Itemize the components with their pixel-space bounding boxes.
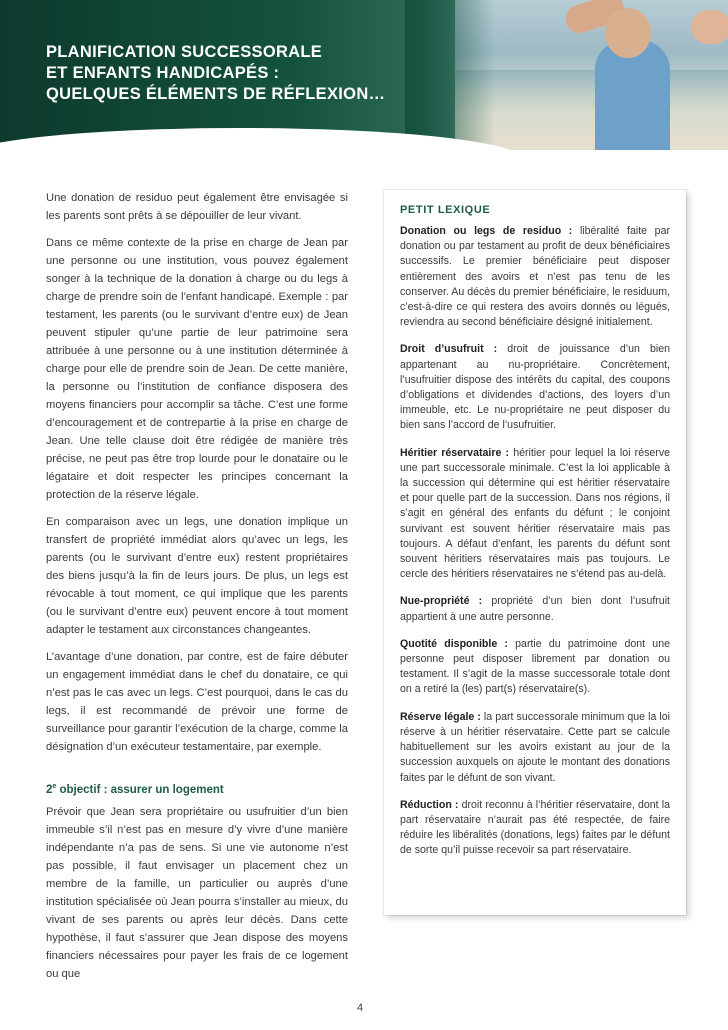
title-line: PLANIFICATION SUCCESSORALE (46, 43, 323, 61)
body-paragraph: En comparaison avec un legs, une donation implique un transfert de propriété immédiat alors qu’avec un legs, les parents (ou le survivant d’entre eux) restent propriétaires des biens jusqu’à la fin de leurs jours. De plus, un legs est révocable à tout moment, ce qui implique que les parents (ou le survivant d’entre eux) peuvent encore à tout moment adapter le testament aux circonstances changeantes. (46, 516, 348, 636)
section-number: 2 (46, 783, 53, 796)
glossary-title: PETIT LEXIQUE (400, 204, 491, 216)
glossary-definition: libéralité faite par donation ou par testament au profit de deux bénéficiaires successifs. Le premier bénéficiaire peut disposer entièrement des avoirs et n’est pas tenu de les conserver. Au décès du premier bénéficiaire, le residuum, c’est-à-dire ce qui restera des avoirs donnés ou légués, reviendra au second bénéficiaire désigné initialement. (400, 225, 670, 329)
glossary-definition: la part successorale minimum que la loi réserve à un héritier réservataire. Cette part se calcule habituellement sur les avoirs existant au jour de la succession auxquels on ajoute le montant des donations faites par le défunt de son vivant. (400, 710, 670, 784)
glossary-definition: droit de jouissance d’un bien appartenant au nu-propriétaire. Concrètement, l’usufruitier dispose des intérêts du capital, des coupons d’obligations et dividendes d’actions, des loyers d’un immeuble, etc. Le nu-propriétaire ne peut disposer du bien sans l’accord de l’usufruitier. (400, 343, 670, 432)
glossary-box (384, 190, 686, 915)
glossary-entry (400, 594, 670, 624)
section-number-suffix: e (52, 783, 57, 790)
glossary-term: Quotité disponible : (400, 637, 508, 650)
glossary-entry (400, 342, 670, 433)
glossary-definition: propriété d’un bien dont l’usufruit appartient à une autre personne. (400, 595, 670, 623)
page-number: 4 (357, 1002, 364, 1014)
title-line: ET ENFANTS HANDICAPÉS : (46, 64, 280, 82)
glossary-term: Donation ou legs de residuo : (400, 225, 573, 237)
glossary-term: Réserve légale : (400, 710, 481, 723)
glossary-definition: droit reconnu à l’héritier réservataire, dont la part réservataire n’aurait pas été respectée, de faire réduire les libéralités (donations, legs) faites par le défunt de sorte qu’il puisse recevoir sa part réservataire. (400, 798, 670, 857)
glossary-entry (400, 224, 670, 330)
glossary-entry (400, 446, 670, 583)
body-paragraph: Prévoir que Jean sera propriétaire ou usufruitier d’un bien immeuble s’il n’est pas en mesure d’y vivre d’une manière indépendante n’a pas de sens. Si une vie autonome n’est pas possible, il faut envisager un placement chez un membre de la famille, un particulier ou auprès d’une institution spécialisée où Jean pourra s’installer au mieux, du vivant de ses parents ou après leur décès. Dans cette hypothèse, il faut s’assurer que Jean dispose des moyens financiers nécessaires pour payer les frais de ce logement ou que (46, 805, 348, 980)
glossary-term: Héritier réservataire : (400, 446, 510, 459)
glossary-definition: partie du patrimoine dont une personne peut disposer librement par donation ou testament. Il s’agit de la masse successorale totale dont on a retiré la (les) part(s) réservataire(s). (400, 637, 670, 696)
page-title (46, 42, 385, 105)
body-paragraph: Dans ce même contexte de la prise en charge de Jean par une personne ou une institution, vous pouvez également songer à la technique de la donation à charge ou du legs à charge de prendre soin de l’enfant handicapé. Exemple : par testament, les parents (ou le survivant d’entre eux) de Jean peuvent stipuler qu’une partie de leur patrimoine sera attribuée à une personne ou à une institution déterminée à charge pour elle de prendre soin de Jean. De cette manière, la personne ou l’institution de confiance disposera des moyens financiers pour accomplir sa tâche. C’est une forme d’encouragement et de contrepartie à la prise en charge de Jean. Une telle clause doit être rédigée de manière très précise, ne peut pas être trop lourde pour le donataire ou le légataire et doit respecter les principes concernant la protection de la réserve légale. (46, 237, 348, 501)
main-text-column (46, 189, 348, 992)
glossary-entry (400, 710, 670, 786)
header-banner (0, 0, 728, 150)
body-paragraph: L’avantage d’une donation, par contre, est de faire débuter un engagement immédiat dans le chef du donataire, ce qui n’est pas le cas avec un legs. C’est pourquoi, dans le cas du legs, il est recommandé de prévoir une forme de surveillance pour garantir l’exécution de la charge, comme la désignation d’un exécuteur testamentaire, par exemple. (46, 651, 348, 753)
title-line: QUELQUES ÉLÉMENTS DE RÉFLEXION… (46, 85, 386, 103)
glossary-term: Droit d’usufruit : (400, 343, 498, 356)
glossary-entry (400, 798, 670, 859)
section-heading (46, 778, 348, 799)
glossary-term: Réduction : (400, 798, 459, 811)
glossary-definition: héritier pour lequel la loi réserve une part successorale minimale. C’est la loi applicable à la succession qui détermine qui est héritier réservataire et pour quelle part de la succession. Dans nos régions, il s’agit en général des enfants du défunt ; le conjoint survivant est souvent héritier réservataire mais pas toujours. A défaut d’enfant, les parents du défunt sont souvent héritiers réservataires mais pas toujours. Le cercle des héritiers réservataires ne s’étend pas au-delà. (400, 446, 671, 581)
body-paragraph: Une donation de residuo peut également être envisagée si les parents sont prêts à se dépouiller de leur vivant. (46, 192, 348, 222)
header-photo (455, 0, 728, 150)
glossary-entry (400, 637, 670, 698)
section-heading-text: objectif : assurer un logement (56, 783, 224, 796)
glossary-term: Nue-propriété : (400, 595, 483, 608)
